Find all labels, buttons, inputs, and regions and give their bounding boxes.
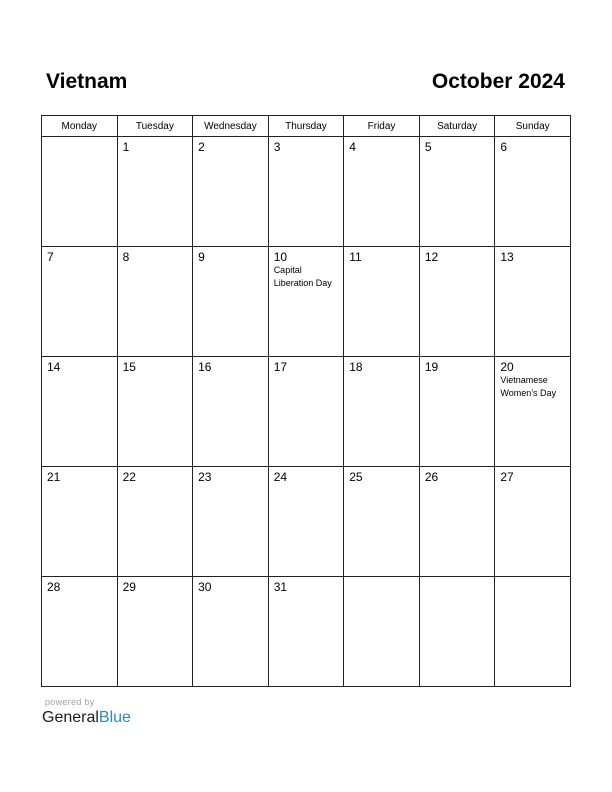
- weekday-header: Friday: [344, 116, 420, 137]
- day-number: 10: [273, 250, 288, 264]
- holiday-label: Vietnamese Women’s Day: [500, 375, 557, 398]
- day-number: 6: [500, 140, 508, 154]
- day-cell: [268, 467, 344, 577]
- week-row: [42, 357, 571, 467]
- day-number: 25: [349, 470, 363, 484]
- day-number: 8: [122, 250, 130, 264]
- day-cell: [419, 357, 495, 467]
- day-cell: [117, 577, 193, 687]
- day-number: 29: [122, 580, 136, 594]
- powered-by-label: powered by: [45, 697, 95, 707]
- week-row: [42, 467, 571, 577]
- day-number: 23: [198, 470, 212, 484]
- weekday-header: Tuesday: [117, 116, 193, 137]
- day-number: 13: [500, 250, 514, 264]
- day-cell: [419, 247, 495, 357]
- day-cell: [193, 467, 269, 577]
- day-number: 9: [198, 250, 205, 264]
- day-number: 2: [198, 140, 205, 154]
- day-number: 15: [122, 360, 136, 374]
- week-row: [42, 577, 571, 687]
- day-cell: [268, 247, 344, 357]
- day-cell: [193, 247, 269, 357]
- day-number: 22: [122, 470, 136, 484]
- generalblue-logo[interactable]: [42, 697, 131, 728]
- weekday-header: Thursday: [268, 116, 344, 137]
- day-number: 18: [349, 360, 363, 374]
- day-number: 20: [500, 360, 514, 374]
- brand-blue-text: Blue: [98, 709, 131, 726]
- country-title: Vietnam: [46, 70, 128, 93]
- day-number: 5: [424, 140, 432, 154]
- week-row: [42, 247, 571, 357]
- day-cell: [42, 577, 118, 687]
- day-cell: [117, 357, 193, 467]
- day-cell: [42, 357, 118, 467]
- day-number: 16: [198, 360, 212, 374]
- day-cell: [419, 467, 495, 577]
- day-number: 14: [47, 360, 61, 374]
- day-number: [420, 577, 495, 580]
- day-cell: [344, 467, 420, 577]
- day-cell: [344, 577, 420, 687]
- weekday-header: Sunday: [495, 116, 571, 137]
- day-cell: [268, 357, 344, 467]
- day-cell: [117, 137, 193, 247]
- day-cell: [495, 577, 571, 687]
- brand-wordmark: [42, 708, 131, 728]
- weekday-header: Wednesday: [193, 116, 269, 137]
- month-title: October 2024: [431, 70, 565, 93]
- day-cell: [42, 137, 118, 247]
- day-number: 28: [47, 580, 61, 594]
- day-cell: [344, 247, 420, 357]
- day-number: 4: [349, 140, 356, 154]
- day-number: 26: [424, 470, 439, 484]
- day-cell: [193, 357, 269, 467]
- day-cell: [495, 247, 571, 357]
- day-number: 17: [273, 360, 288, 374]
- day-number: 12: [424, 250, 439, 264]
- day-number: 24: [273, 470, 288, 484]
- day-cell: [495, 357, 571, 467]
- day-cell: [117, 247, 193, 357]
- day-number: 21: [47, 470, 61, 484]
- day-cell: [193, 137, 269, 247]
- day-cell: [117, 467, 193, 577]
- day-cell: [344, 357, 420, 467]
- day-cell: [419, 577, 495, 687]
- day-cell: [344, 137, 420, 247]
- holiday-label: Capital Liberation Day: [273, 265, 332, 288]
- day-number: [495, 577, 570, 580]
- day-number: 30: [198, 580, 212, 594]
- day-number: 1: [122, 140, 130, 154]
- day-cell: [419, 137, 495, 247]
- day-cell: [42, 247, 118, 357]
- week-row: [42, 137, 571, 247]
- day-number: 7: [47, 250, 54, 264]
- day-cell: [42, 467, 118, 577]
- day-number: 19: [424, 360, 439, 374]
- weekday-header: Monday: [42, 116, 118, 137]
- day-number: [42, 137, 117, 140]
- day-number: 3: [273, 140, 281, 154]
- calendar-grid: [41, 115, 571, 687]
- day-number: 27: [500, 470, 514, 484]
- weekday-header-row: [42, 116, 571, 137]
- day-cell: [268, 137, 344, 247]
- day-cell: [193, 577, 269, 687]
- weekday-header: Saturday: [419, 116, 495, 137]
- day-number: 11: [349, 250, 362, 264]
- day-number: 31: [273, 580, 288, 594]
- day-cell: [495, 467, 571, 577]
- day-cell: [495, 137, 571, 247]
- day-number: [344, 577, 419, 580]
- brand-general-text: General: [42, 709, 99, 726]
- day-cell: [268, 577, 344, 687]
